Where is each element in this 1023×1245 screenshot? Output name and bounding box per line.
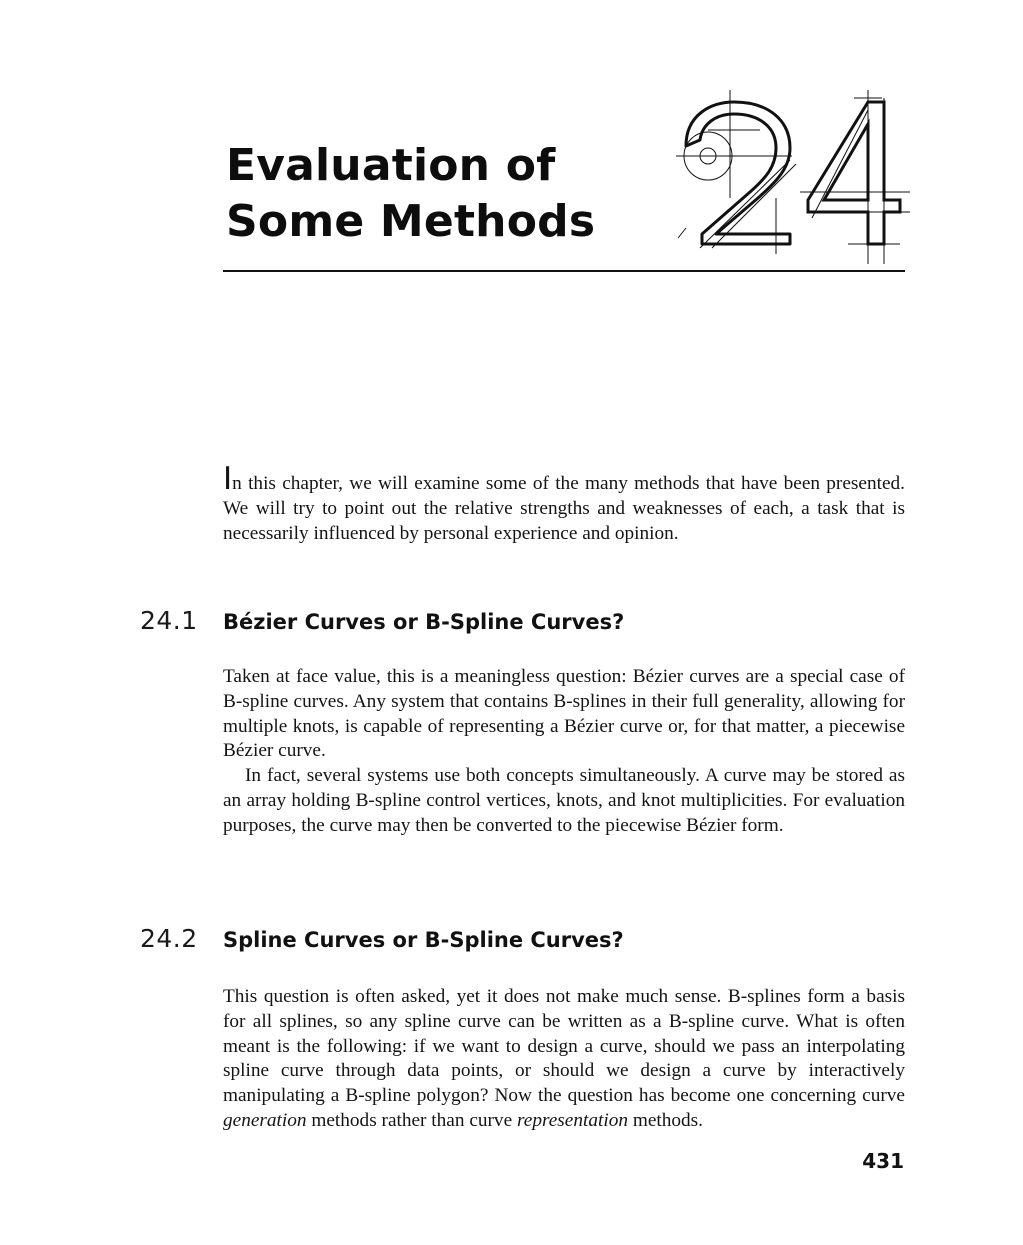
text-run: This question is often asked, yet it does not make much sense. B-splines form a basis for all splines, so any spline curve can be written as a B-spline curve. What is often meant is the following: if we want to design a curve, should we pass an interpolating spline curve through data points, or should we design a curve by interactively manipulating a B-spline polygon? Now the question has become one concerning curve bbox=[223, 986, 905, 1107]
intro-text: n this chapter, we will examine some of the many methods that have been presented. We will try to point out the relative strengths and weaknesses of each, a task that is necessarily influenced by personal experience and opinion. bbox=[223, 473, 905, 544]
chapter-number-graphic bbox=[672, 88, 912, 268]
chapter-title bbox=[226, 138, 595, 250]
paragraph: In fact, several systems use both concepts simultaneously. A curve may be stored as an array holding B-spline control vertices, knots, and knot multiplicities. For evaluation purposes, the curve may then be converted to the piecewise Bézier form. bbox=[223, 765, 905, 836]
emphasis-generation: generation bbox=[223, 1109, 307, 1131]
intro-paragraph bbox=[223, 461, 905, 546]
section-heading-24-2 bbox=[140, 924, 624, 953]
section-title: Bézier Curves or B-Spline Curves? bbox=[223, 610, 625, 634]
paragraph: Taken at face value, this is a meaningless question: Bézier curves are a special case of B-spline curves. Any system that contains B-splines in their full generality, allowing for multiple knots, is capable of representing a Bézier curve or, for that matter, a piecewise Bézier curve. bbox=[223, 666, 905, 762]
section-number: 24.1 bbox=[140, 606, 198, 635]
section-24-1-body bbox=[223, 665, 905, 839]
digit-four-outline bbox=[808, 102, 900, 244]
section-24-2-body bbox=[223, 985, 905, 1134]
section-title: Spline Curves or B-Spline Curves? bbox=[223, 928, 624, 952]
page-number: 431 bbox=[862, 1149, 904, 1173]
emphasis-representation: representation bbox=[516, 1109, 628, 1131]
chapter-title-line-2: Some Methods bbox=[226, 196, 596, 247]
text-run: methods. bbox=[628, 1109, 703, 1131]
chapter-title-line-1: Evaluation of bbox=[226, 140, 556, 191]
paragraph bbox=[223, 985, 905, 1134]
title-rule bbox=[223, 270, 905, 272]
section-heading-24-1 bbox=[140, 606, 624, 635]
text-run: methods rather than curve bbox=[306, 1109, 517, 1131]
dropcap: I bbox=[223, 461, 233, 497]
construction-lines-4 bbox=[800, 90, 910, 264]
section-number: 24.2 bbox=[140, 924, 198, 953]
